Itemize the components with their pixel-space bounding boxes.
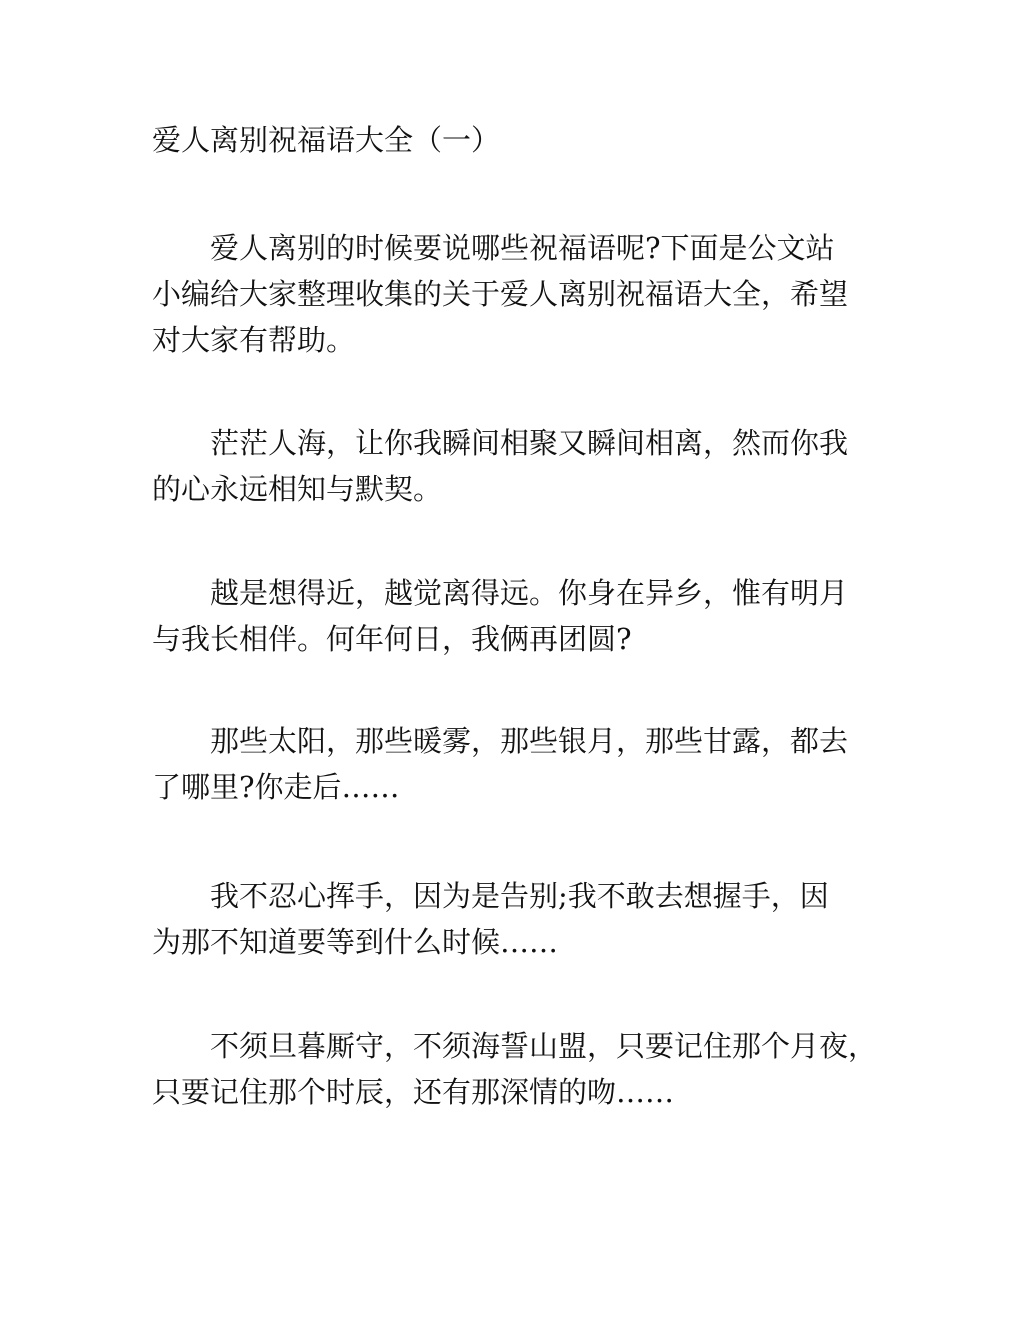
paragraph-line: 小编给大家整理收集的关于爱人离别祝福语大全，希望 [152,277,849,311]
paragraph-line: 越是想得近，越觉离得远。你身在异乡，惟有明月 [210,576,849,610]
paragraph-intro [152,225,892,363]
paragraph-line: 不须旦暮厮守，不须海誓山盟，只要记住那个月夜， [210,1029,878,1063]
paragraph-blessing-5 [152,1023,892,1115]
paragraph-blessing-3 [152,718,892,810]
paragraph-line: 我不忍心挥手，因为是告别;我不敢去想握手，因 [210,879,829,913]
paragraph-line: 了哪里?你走后…… [152,770,400,804]
paragraph-line: 爱人离别的时候要说哪些祝福语呢?下面是公文站 [210,231,835,265]
paragraph-blessing-4 [152,873,892,965]
document-title: 爱人离别祝福语大全（一） [152,123,501,157]
paragraph-line: 与我长相伴。何年何日，我俩再团圆? [152,622,632,656]
paragraph-line: 为那不知道要等到什么时候…… [152,925,559,959]
paragraph-line: 只要记住那个时辰，还有那深情的吻…… [152,1075,675,1109]
paragraph-blessing-1 [152,420,892,512]
paragraph-line: 茫茫人海，让你我瞬间相聚又瞬间相离，然而你我 [210,426,849,460]
paragraph-line: 的心永远相知与默契。 [152,472,443,506]
paragraph-blessing-2 [152,570,892,662]
paragraph-line: 对大家有帮助。 [152,323,356,357]
paragraph-line: 那些太阳，那些暖雾，那些银月，那些甘露，都去 [210,724,849,758]
